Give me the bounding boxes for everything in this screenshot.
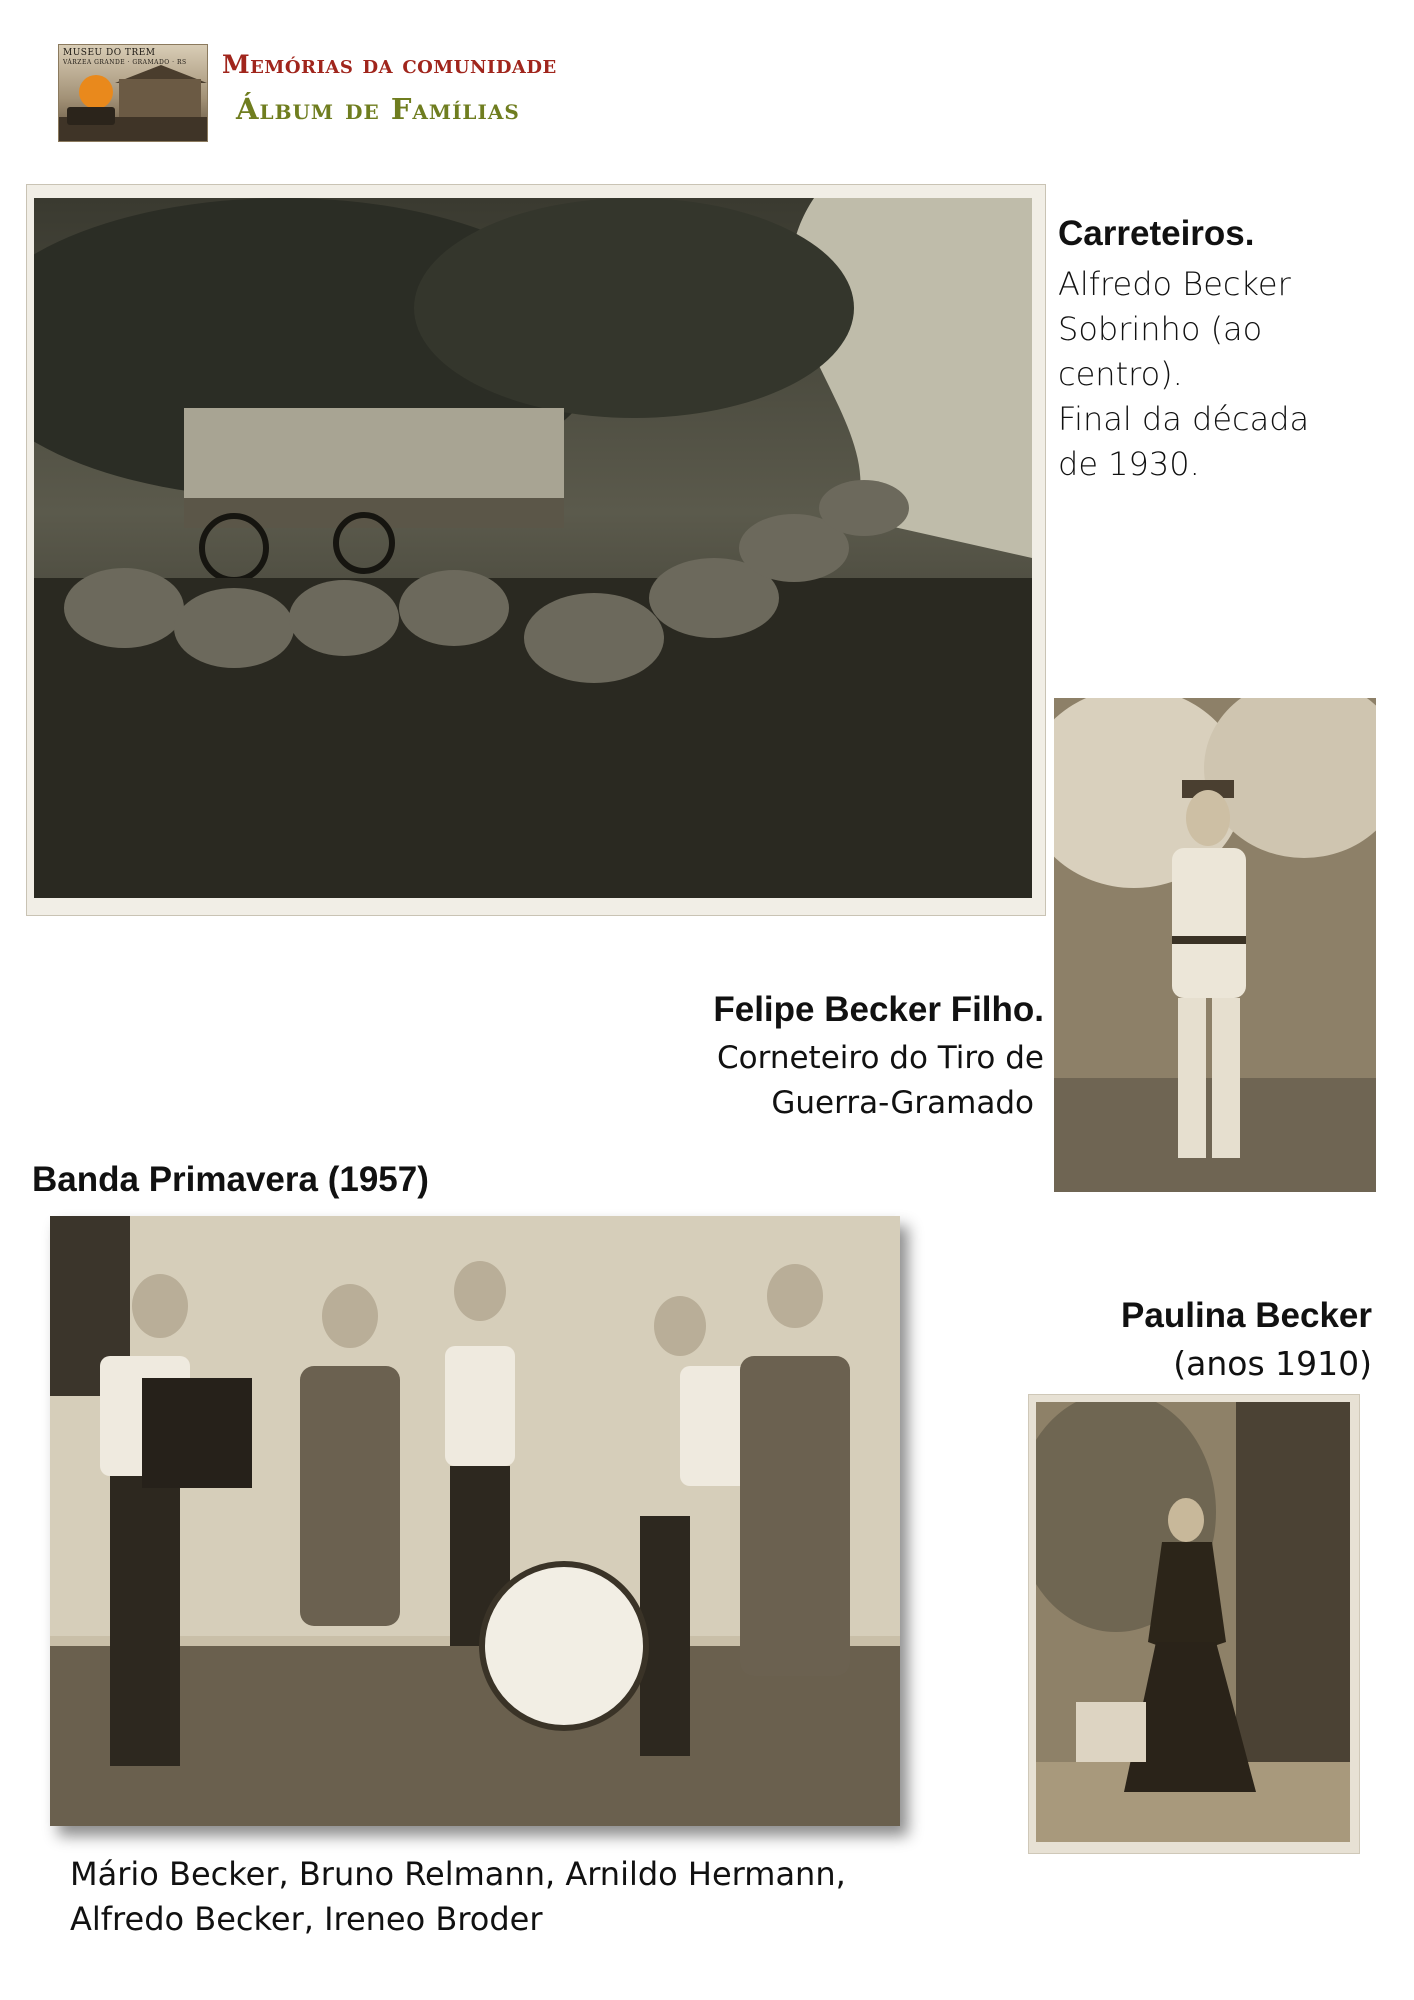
caption-line: Mário Becker, Bruno Relmann, Arnildo Hermann,	[70, 1855, 846, 1893]
caption-line: Final da década	[1058, 400, 1310, 438]
caption-line: Sobrinho (ao	[1058, 310, 1263, 348]
caption-banda-title: Banda Primavera (1957)	[32, 1160, 429, 1199]
logo-line2: VÁRZEA GRANDE · GRAMADO · RS	[63, 59, 187, 66]
caption-carreteiros-text	[1058, 262, 1358, 487]
sun-icon	[79, 75, 113, 109]
caption-line: Corneteiro do Tiro de	[717, 1040, 1044, 1076]
caption-line: de 1930.	[1058, 445, 1200, 483]
photo-felipe	[1054, 698, 1376, 1192]
museum-logo	[58, 44, 208, 142]
caption-paulina-subtitle: (anos 1910)	[1173, 1344, 1372, 1383]
caption-line: Alfredo Becker	[1058, 265, 1291, 303]
photo-carreteiros	[34, 198, 1032, 898]
caption-felipe-text	[560, 1036, 1044, 1126]
caption-paulina-title: Paulina Becker	[1121, 1296, 1372, 1335]
photo-paulina	[1036, 1402, 1350, 1842]
caption-banda-names	[70, 1852, 970, 1942]
caption-line: centro).	[1058, 355, 1183, 393]
logo-line1: MUSEU DO TREM	[63, 48, 156, 58]
header-subtitle: Álbum de Famílias	[236, 92, 520, 126]
caption-carreteiros-title: Carreteiros.	[1058, 214, 1255, 253]
caption-line: Alfredo Becker, Ireneo Broder	[70, 1900, 543, 1938]
caption-line: Guerra-Gramado	[771, 1085, 1034, 1121]
photo-banda	[50, 1216, 900, 1826]
cart-icon	[67, 107, 115, 125]
header-title: Memórias da comunidade	[222, 50, 557, 79]
caption-felipe-title: Felipe Becker Filho.	[713, 990, 1044, 1029]
